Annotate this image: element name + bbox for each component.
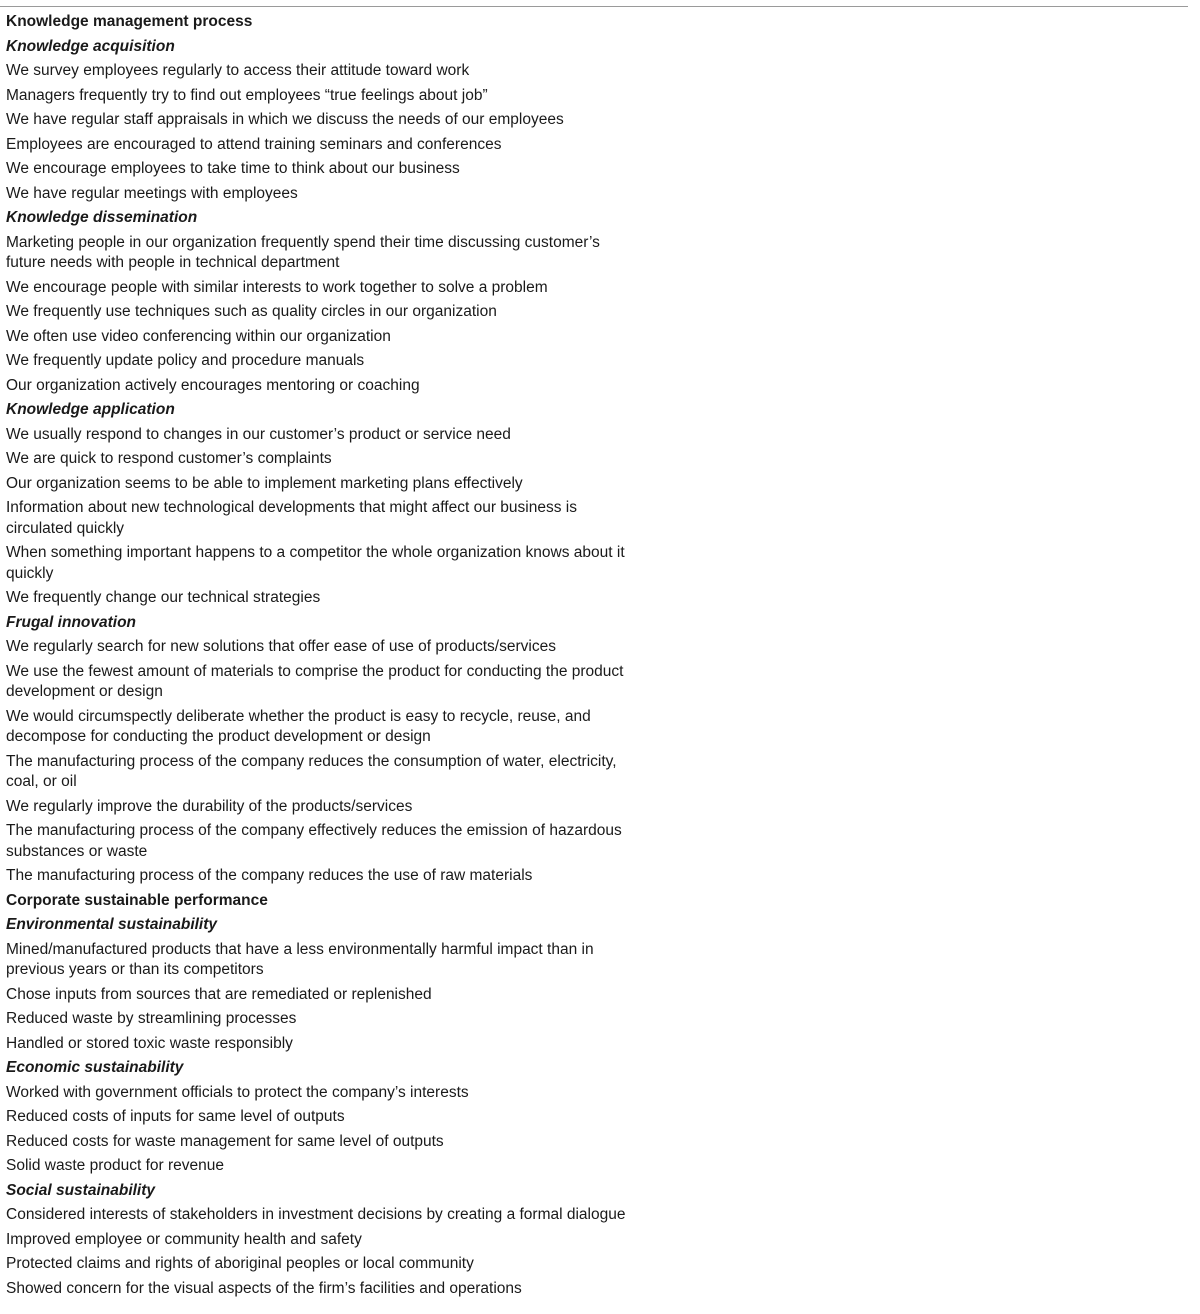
questionnaire-item: We frequently update policy and procedure manuals	[6, 352, 365, 369]
questionnaire-item: Reduced costs of inputs for same level of outputs	[6, 1108, 345, 1125]
construct-heading: Environmental sustainability	[6, 916, 218, 933]
questionnaire-item: Reduced costs for waste management for same level of outputs	[6, 1132, 444, 1150]
questionnaire-item: Marketing people in our organization frequently spend their time discussing customer’s future needs with people in technical department	[6, 233, 600, 271]
questionnaire-item: Our organization seems to be able to implement marketing plans effectively	[6, 474, 523, 492]
questionnaire-item: Chose inputs from sources that are remediated or replenished	[6, 985, 432, 1003]
section-title: Knowledge management process	[6, 13, 253, 30]
questionnaire-item: We regularly improve the durability of the products/services	[6, 797, 413, 815]
questionnaire-item: We often use video conferencing within our organization	[6, 327, 391, 345]
table-top-rule	[0, 6, 1188, 7]
questionnaire-item: Protected claims and rights of aboriginal peoples or local community	[6, 1255, 474, 1272]
questionnaire-item: We use the fewest amount of materials to comprise the product for conducting the product development or design	[6, 662, 624, 700]
questionnaire-item: Solid waste product for revenue	[6, 1157, 224, 1174]
questionnaire-item: Showed concern for the visual aspects of the firm’s facilities and operations	[6, 1279, 522, 1297]
questionnaire-item: We usually respond to changes in our customer’s product or service need	[6, 425, 511, 443]
questionnaire-item: We encourage people with similar interests to work together to solve a problem	[6, 278, 548, 296]
questionnaire-item: The manufacturing process of the company reduces the consumption of water, electricity, coal, or oil	[6, 752, 617, 790]
questionnaire-item: We encourage employees to take time to think about our business	[6, 160, 460, 177]
questionnaire-item: Handled or stored toxic waste responsibly	[6, 1034, 293, 1052]
questionnaire-item: Considered interests of stakeholders in investment decisions by creating a formal dialogue	[6, 1206, 626, 1223]
questionnaire-item: Employees are encouraged to attend training seminars and conferences	[6, 135, 502, 153]
questionnaire-item: We regularly search for new solutions that offer ease of use of products/services	[6, 638, 556, 655]
questionnaire-table	[6, 10, 646, 1301]
construct-heading: Knowledge application	[6, 401, 175, 418]
questionnaire-item: Reduced waste by streamlining processes	[6, 1010, 297, 1027]
questionnaire-item: Worked with government officials to protect the company’s interests	[6, 1083, 469, 1101]
questionnaire-item: Improved employee or community health and safety	[6, 1230, 362, 1248]
questionnaire-item: Managers frequently try to find out employees “true feelings about job”	[6, 86, 488, 104]
questionnaire-item: The manufacturing process of the company reduces the use of raw materials	[6, 867, 533, 884]
questionnaire-item: We have regular meetings with employees	[6, 184, 298, 202]
construct-heading: Economic sustainability	[6, 1059, 184, 1076]
questionnaire-item: When something important happens to a competitor the whole organization knows about it quickly	[6, 544, 625, 582]
questionnaire-item: We frequently use techniques such as quality circles in our organization	[6, 303, 497, 320]
questionnaire-item: We would circumspectly deliberate whether the product is easy to recycle, reuse, and decompose for conducting the product development or design	[6, 707, 591, 745]
construct-heading: Social sustainability	[6, 1181, 156, 1199]
construct-heading: Knowledge acquisition	[6, 37, 175, 55]
questionnaire-item: We are quick to respond customer’s complaints	[6, 450, 332, 467]
construct-heading: Frugal innovation	[6, 613, 137, 631]
questionnaire-item: Our organization actively encourages mentoring or coaching	[6, 376, 420, 394]
construct-heading: Knowledge dissemination	[6, 209, 198, 226]
questionnaire-item: We survey employees regularly to access their attitude toward work	[6, 62, 470, 79]
questionnaire-item: The manufacturing process of the company effectively reduces the emission of hazardous substances or waste	[6, 822, 622, 860]
questionnaire-item: We have regular staff appraisals in which we discuss the needs of our employees	[6, 111, 564, 128]
questionnaire-item: Information about new technological developments that might affect our business is circulated quickly	[6, 499, 577, 537]
questionnaire-item: We frequently change our technical strategies	[6, 589, 321, 606]
questionnaire-item: Mined/manufactured products that have a less environmentally harmful impact than in previous years or than its competitors	[6, 940, 594, 978]
section-title: Corporate sustainable performance	[6, 891, 268, 909]
